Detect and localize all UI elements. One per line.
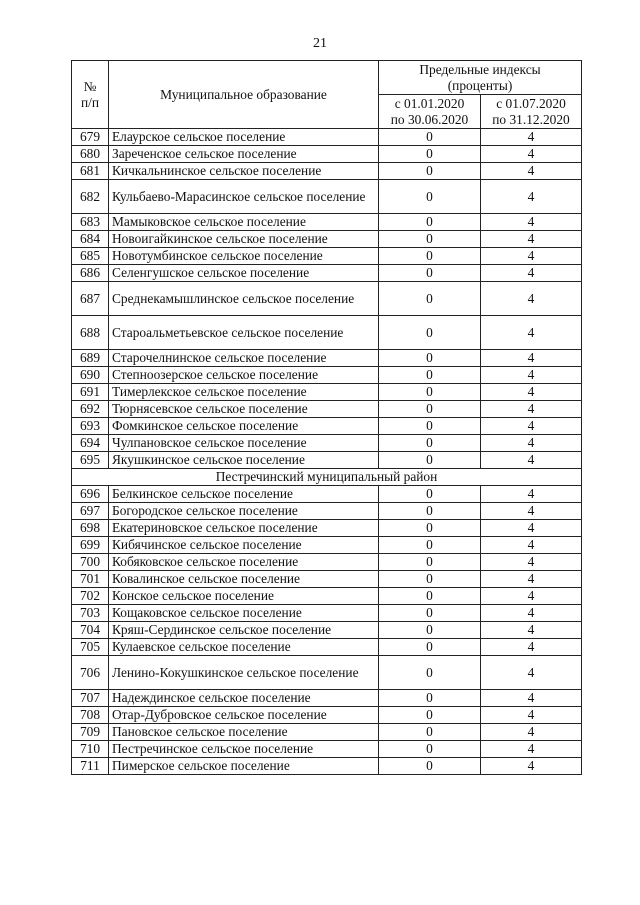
- indices-table: [71, 60, 582, 775]
- row-index-h1: 0: [379, 605, 481, 622]
- row-name: Тюрнясевское сельское поселение: [109, 401, 379, 418]
- row-name: Белкинское сельское поселение: [109, 486, 379, 503]
- row-number: 705: [72, 639, 109, 656]
- row-index-h1: 0: [379, 435, 481, 452]
- table-body: [72, 129, 582, 775]
- table-row: [72, 656, 582, 690]
- row-number: 704: [72, 622, 109, 639]
- table-row: [72, 741, 582, 758]
- table-row: [72, 350, 582, 367]
- row-index-h1: 0: [379, 231, 481, 248]
- row-index-h1: 0: [379, 588, 481, 605]
- row-number: 698: [72, 520, 109, 537]
- row-number: 699: [72, 537, 109, 554]
- row-number: 687: [72, 282, 109, 316]
- row-index-h2: 4: [481, 605, 582, 622]
- row-index-h2: 4: [481, 520, 582, 537]
- row-index-h1: 0: [379, 758, 481, 775]
- row-index-h1: 0: [379, 724, 481, 741]
- row-name: Староальметьевское сельское поселение: [109, 316, 379, 350]
- table-row: [72, 129, 582, 146]
- row-index-h1: 0: [379, 248, 481, 265]
- table-row: [72, 707, 582, 724]
- table-row: [72, 401, 582, 418]
- row-index-h2: 4: [481, 554, 582, 571]
- row-number: 701: [72, 571, 109, 588]
- row-index-h2: 4: [481, 248, 582, 265]
- row-index-h1: 0: [379, 503, 481, 520]
- table-row: [72, 486, 582, 503]
- table-row: [72, 639, 582, 656]
- row-number: 702: [72, 588, 109, 605]
- row-number: 684: [72, 231, 109, 248]
- row-name: Среднекамышлинское сельское поселение: [109, 282, 379, 316]
- row-name: Мамыковское сельское поселение: [109, 214, 379, 231]
- row-index-h2: 4: [481, 503, 582, 520]
- header-name: Муниципальное образование: [109, 61, 379, 129]
- row-number: 686: [72, 265, 109, 282]
- row-number: 708: [72, 707, 109, 724]
- section-title: Пестречинский муниципальный район: [72, 469, 582, 486]
- row-index-h1: 0: [379, 656, 481, 690]
- table-row: [72, 571, 582, 588]
- row-index-h1: 0: [379, 537, 481, 554]
- row-index-h1: 0: [379, 622, 481, 639]
- row-index-h1: 0: [379, 146, 481, 163]
- row-name: Кульбаево-Марасинское сельское поселение: [109, 180, 379, 214]
- row-number: 685: [72, 248, 109, 265]
- header-period-1: с 01.01.2020 по 30.06.2020: [379, 95, 481, 129]
- row-index-h1: 0: [379, 163, 481, 180]
- table-row: [72, 537, 582, 554]
- row-name: Тимерлекское сельское поселение: [109, 384, 379, 401]
- row-number: 682: [72, 180, 109, 214]
- row-name: Зареченское сельское поселение: [109, 146, 379, 163]
- row-index-h1: 0: [379, 639, 481, 656]
- row-name: Конское сельское поселение: [109, 588, 379, 605]
- row-index-h2: 4: [481, 622, 582, 639]
- row-index-h2: 4: [481, 367, 582, 384]
- row-number: 694: [72, 435, 109, 452]
- row-index-h1: 0: [379, 707, 481, 724]
- row-index-h2: 4: [481, 707, 582, 724]
- row-name: Степноозерское сельское поселение: [109, 367, 379, 384]
- row-index-h1: 0: [379, 129, 481, 146]
- row-name: Пановское сельское поселение: [109, 724, 379, 741]
- row-name: Якушкинское сельское поселение: [109, 452, 379, 469]
- row-number: 688: [72, 316, 109, 350]
- row-index-h1: 0: [379, 401, 481, 418]
- row-name: Кощаковское сельское поселение: [109, 605, 379, 622]
- row-name: Богородское сельское поселение: [109, 503, 379, 520]
- row-name: Чулпановское сельское поселение: [109, 435, 379, 452]
- row-index-h2: 4: [481, 350, 582, 367]
- row-number: 695: [72, 452, 109, 469]
- row-number: 711: [72, 758, 109, 775]
- row-number: 681: [72, 163, 109, 180]
- row-name: Кобяковское сельское поселение: [109, 554, 379, 571]
- row-number: 691: [72, 384, 109, 401]
- row-name: Ленино-Кокушкинское сельское поселение: [109, 656, 379, 690]
- row-name: Селенгушское сельское поселение: [109, 265, 379, 282]
- row-name: Надеждинское сельское поселение: [109, 690, 379, 707]
- row-index-h2: 4: [481, 537, 582, 554]
- table-row: [72, 265, 582, 282]
- row-number: 693: [72, 418, 109, 435]
- row-number: 692: [72, 401, 109, 418]
- table-row: [72, 384, 582, 401]
- row-name: Фомкинское сельское поселение: [109, 418, 379, 435]
- row-name: Пестречинское сельское поселение: [109, 741, 379, 758]
- row-index-h2: 4: [481, 282, 582, 316]
- table-row: [72, 588, 582, 605]
- table-row: [72, 724, 582, 741]
- row-index-h2: 4: [481, 452, 582, 469]
- row-index-h2: 4: [481, 486, 582, 503]
- row-number: 689: [72, 350, 109, 367]
- row-index-h2: 4: [481, 656, 582, 690]
- row-index-h1: 0: [379, 214, 481, 231]
- row-index-h2: 4: [481, 639, 582, 656]
- row-index-h1: 0: [379, 180, 481, 214]
- table-row: [72, 180, 582, 214]
- row-number: 697: [72, 503, 109, 520]
- row-number: 710: [72, 741, 109, 758]
- table-row: [72, 605, 582, 622]
- row-name: Екатериновское сельское поселение: [109, 520, 379, 537]
- table-row: [72, 214, 582, 231]
- row-number: 706: [72, 656, 109, 690]
- row-index-h2: 4: [481, 758, 582, 775]
- row-name: Елаурское сельское поселение: [109, 129, 379, 146]
- row-index-h2: 4: [481, 231, 582, 248]
- row-number: 680: [72, 146, 109, 163]
- row-index-h2: 4: [481, 146, 582, 163]
- row-name: Ковалинское сельское поселение: [109, 571, 379, 588]
- row-index-h2: 4: [481, 571, 582, 588]
- table-row: [72, 248, 582, 265]
- row-number: 709: [72, 724, 109, 741]
- row-index-h2: 4: [481, 214, 582, 231]
- table-row: [72, 503, 582, 520]
- table-row: [72, 554, 582, 571]
- row-index-h1: 0: [379, 554, 481, 571]
- row-index-h2: 4: [481, 180, 582, 214]
- row-index-h2: 4: [481, 129, 582, 146]
- row-index-h2: 4: [481, 418, 582, 435]
- table-row: [72, 367, 582, 384]
- header-period-2: с 01.07.2020 по 31.12.2020: [481, 95, 582, 129]
- row-index-h2: 4: [481, 435, 582, 452]
- table-row: [72, 622, 582, 639]
- row-index-h2: 4: [481, 163, 582, 180]
- row-index-h2: 4: [481, 588, 582, 605]
- row-number: 696: [72, 486, 109, 503]
- table-row: [72, 418, 582, 435]
- table-row: [72, 316, 582, 350]
- row-name: Кряш-Сердинское сельское поселение: [109, 622, 379, 639]
- row-number: 683: [72, 214, 109, 231]
- table-row: [72, 231, 582, 248]
- table-row: [72, 758, 582, 775]
- table-row: [72, 146, 582, 163]
- row-index-h2: 4: [481, 741, 582, 758]
- row-index-h2: 4: [481, 384, 582, 401]
- row-number: 690: [72, 367, 109, 384]
- row-number: 707: [72, 690, 109, 707]
- row-index-h2: 4: [481, 265, 582, 282]
- table-row: [72, 163, 582, 180]
- row-name: Кулаевское сельское поселение: [109, 639, 379, 656]
- row-index-h1: 0: [379, 486, 481, 503]
- row-index-h1: 0: [379, 741, 481, 758]
- row-index-h1: 0: [379, 690, 481, 707]
- row-index-h1: 0: [379, 316, 481, 350]
- row-index-h1: 0: [379, 367, 481, 384]
- row-name: Кичкальнинское сельское поселение: [109, 163, 379, 180]
- row-index-h1: 0: [379, 384, 481, 401]
- row-index-h1: 0: [379, 282, 481, 316]
- row-index-h2: 4: [481, 724, 582, 741]
- row-index-h2: 4: [481, 316, 582, 350]
- row-name: Старочелнинское сельское поселение: [109, 350, 379, 367]
- table-row: [72, 435, 582, 452]
- row-name: Пимерское сельское поселение: [109, 758, 379, 775]
- row-index-h2: 4: [481, 690, 582, 707]
- table-row: [72, 690, 582, 707]
- row-name: Новоигайкинское сельское поселение: [109, 231, 379, 248]
- table-row: [72, 520, 582, 537]
- row-index-h1: 0: [379, 265, 481, 282]
- page-number: 21: [313, 36, 327, 51]
- row-index-h1: 0: [379, 452, 481, 469]
- header-num: № п/п: [72, 61, 109, 129]
- table-row: [72, 282, 582, 316]
- header-indices: Предельные индексы (проценты): [379, 61, 582, 95]
- row-name: Отар-Дубровское сельское поселение: [109, 707, 379, 724]
- row-number: 703: [72, 605, 109, 622]
- row-index-h1: 0: [379, 418, 481, 435]
- section-row: [72, 469, 582, 486]
- row-index-h2: 4: [481, 401, 582, 418]
- table-row: [72, 452, 582, 469]
- row-index-h1: 0: [379, 520, 481, 537]
- row-index-h1: 0: [379, 571, 481, 588]
- row-number: 679: [72, 129, 109, 146]
- row-name: Новотумбинское сельское поселение: [109, 248, 379, 265]
- row-number: 700: [72, 554, 109, 571]
- row-name: Кибячинское сельское поселение: [109, 537, 379, 554]
- row-index-h1: 0: [379, 350, 481, 367]
